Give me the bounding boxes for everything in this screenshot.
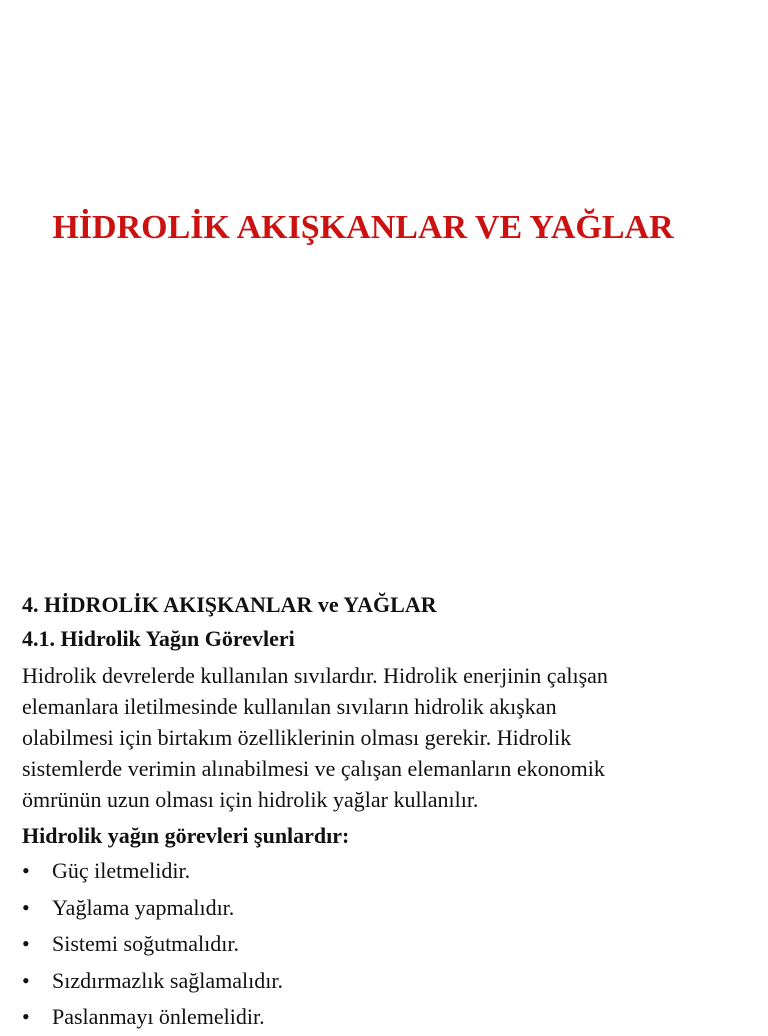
list-item [22,926,742,963]
bullet-icon: • [22,931,30,956]
bullet-icon: • [22,1004,30,1029]
duties-heading: Hidrolik yağın görevleri şunlardır: [22,823,350,848]
list-item [22,963,742,1000]
bullet-icon: • [22,858,30,883]
list-item [22,853,742,890]
bullet-icon: • [22,967,30,993]
list-item [22,999,742,1036]
paragraph-line: elemanlara iletilmesinde kullanılan sıvıların hidrolik akışkan [22,694,557,719]
list-item-text: Güç iletmelidir. [52,858,191,883]
paragraph-line: olabilmesi için birtakım özelliklerinin olması gerekir. Hidrolik [22,725,572,750]
list-item-text: Yağlama yapmalıdır. [52,894,235,920]
list-item-text: Sızdırmazlık sağlamalıdır. [52,967,283,993]
list-item [22,890,742,927]
subsection-heading: 4.1. Hidrolik Yağın Görevleri [22,626,295,651]
paragraph-line: Hidrolik devrelerde kullanılan sıvılardır. Hidrolik enerjinin çalışan [22,663,608,688]
page-title: HİDROLİK AKIŞKANLAR VE YAĞLAR [52,209,674,246]
bullet-icon: • [22,894,30,920]
paragraph-line: ömrünün uzun olması için hidrolik yağlar kullanılır. [22,787,479,812]
list-item-text: Sistemi soğutmalıdır. [52,931,240,956]
section-heading: 4. HİDROLİK AKIŞKANLAR ve YAĞLAR [22,592,437,617]
document-body [22,588,742,1036]
intro-paragraph [22,660,742,815]
duties-list [22,853,742,1036]
paragraph-line: sistemlerde verimin alınabilmesi ve çalışan elemanların ekonomik [22,756,605,781]
list-item-text: Paslanmayı önlemelidir. [52,1004,265,1029]
